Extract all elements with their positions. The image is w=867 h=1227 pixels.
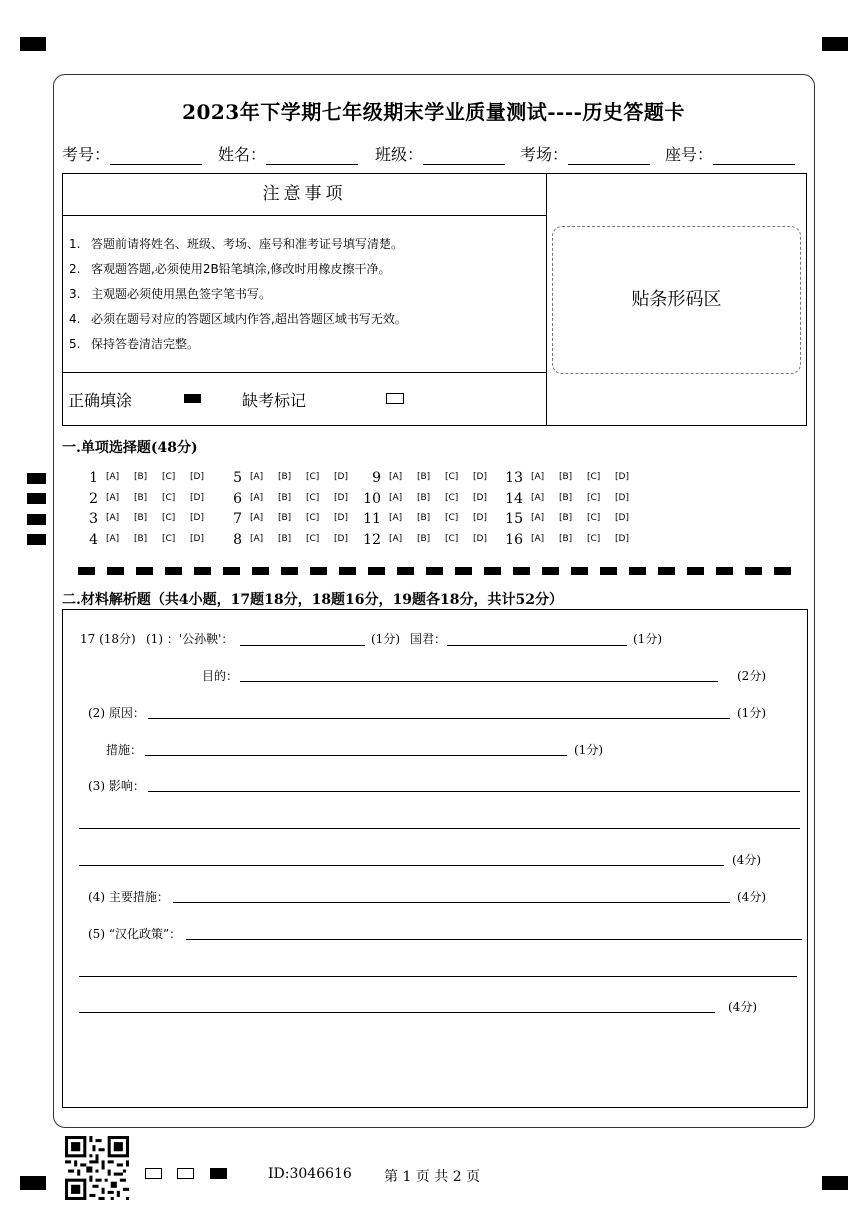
q17-p2-score: (1分) <box>737 706 766 720</box>
answer-bubble-b[interactable]: [B] <box>417 513 431 523</box>
q17-p1-answer-line[interactable] <box>240 645 365 646</box>
answer-bubble-c[interactable]: [C] <box>306 472 320 482</box>
timing-mark <box>27 514 46 525</box>
answer-bubble-d[interactable]: [D] <box>615 513 629 523</box>
answer-bubble-d[interactable]: [D] <box>190 493 204 503</box>
page-marker-box <box>177 1168 194 1179</box>
divider-dash <box>658 567 675 575</box>
answer-bubble-b[interactable]: [B] <box>559 534 573 544</box>
q17-purpose-label: 目的： <box>202 669 239 683</box>
q17-p3-answer-line[interactable] <box>79 865 724 866</box>
divider-dash <box>368 567 385 575</box>
question-number: 8 <box>233 532 242 548</box>
sheet-id: ID:3046616 <box>268 1166 352 1182</box>
question-number: 5 <box>233 470 242 486</box>
answer-bubble-d[interactable]: [D] <box>473 493 487 503</box>
answer-bubble-d[interactable]: [D] <box>190 472 204 482</box>
answer-bubble-c[interactable]: [C] <box>445 493 459 503</box>
answer-bubble-a[interactable]: [A] <box>106 513 120 523</box>
question-number: 15 <box>505 511 523 527</box>
exam-room-field[interactable] <box>520 142 650 165</box>
divider-dash <box>165 567 182 575</box>
answer-bubble-a[interactable]: [A] <box>531 472 545 482</box>
answer-bubble-a[interactable]: [A] <box>531 534 545 544</box>
notice-item: 4. 必须在题号对应的答题区域内作答,超出答题区域书写无效。 <box>69 312 407 326</box>
q17-p5-label: (5) “汉化政策”： <box>88 927 182 941</box>
question-number: 13 <box>505 470 523 486</box>
answer-bubble-c[interactable]: [C] <box>587 513 601 523</box>
answer-bubble-c[interactable]: [C] <box>306 534 320 544</box>
timing-mark <box>27 493 46 504</box>
q17-p1-score1: (1分) <box>371 632 400 646</box>
answer-bubble-b[interactable]: [B] <box>134 513 148 523</box>
q17-p4-label: (4) 主要措施： <box>88 890 169 904</box>
q17-p5-answer-line[interactable] <box>79 1012 715 1013</box>
q17-p3-score: (4分) <box>732 853 761 867</box>
absent-checkbox[interactable] <box>386 393 404 404</box>
answer-bubble-b[interactable]: [B] <box>278 534 292 544</box>
divider-dash <box>484 567 501 575</box>
answer-bubble-d[interactable]: [D] <box>615 534 629 544</box>
notice-panel <box>63 174 547 425</box>
answer-bubble-b[interactable]: [B] <box>134 493 148 503</box>
registration-mark-bottom-left <box>20 1176 46 1190</box>
divider-dash <box>310 567 327 575</box>
divider-dash <box>774 567 791 575</box>
question-number: 9 <box>372 470 381 486</box>
divider-dash <box>571 567 588 575</box>
answer-bubble-c[interactable]: [C] <box>445 534 459 544</box>
answer-bubble-c[interactable]: [C] <box>306 493 320 503</box>
divider-dash <box>194 567 211 575</box>
answer-bubble-c[interactable]: [C] <box>162 513 176 523</box>
answer-bubble-b[interactable]: [B] <box>559 472 573 482</box>
notice-item: 3. 主观题必须使用黑色签字笔书写。 <box>69 287 272 301</box>
q17-p3-answer-line[interactable] <box>148 791 800 792</box>
q17-measures-label: 措施： <box>106 743 143 757</box>
answer-bubble-b[interactable]: [B] <box>278 513 292 523</box>
answer-bubble-a[interactable]: [A] <box>389 493 403 503</box>
qr-code-icon <box>65 1136 129 1200</box>
seat-number-label: 座号： <box>665 145 714 164</box>
answer-bubble-d[interactable]: [D] <box>615 493 629 503</box>
answer-bubble-b[interactable]: [B] <box>278 472 292 482</box>
answer-bubble-d[interactable]: [D] <box>190 534 204 544</box>
answer-bubble-b[interactable]: [B] <box>417 534 431 544</box>
divider-dash <box>136 567 153 575</box>
answer-bubble-d[interactable]: [D] <box>615 472 629 482</box>
answer-bubble-d[interactable]: [D] <box>334 513 348 523</box>
q17-p4-score: (4分) <box>737 890 766 904</box>
registration-mark-top-left <box>20 37 46 51</box>
q17-heading: 17 (18分) <box>80 632 136 646</box>
answer-bubble-a[interactable]: [A] <box>106 534 120 544</box>
notice-box <box>62 173 807 426</box>
answer-bubble-a[interactable]: [A] <box>250 493 264 503</box>
answer-bubble-a[interactable]: [A] <box>250 534 264 544</box>
q17-p5-answer-line[interactable] <box>186 939 802 940</box>
registration-mark-bottom-right <box>822 1176 848 1190</box>
page-marker-box <box>145 1168 162 1179</box>
divider-dash <box>281 567 298 575</box>
q17-purpose-score: (2分) <box>737 669 766 683</box>
q17-measures-answer-line[interactable] <box>145 755 567 756</box>
fill-example-row <box>63 372 546 426</box>
answer-bubble-b[interactable]: [B] <box>417 472 431 482</box>
answer-bubble-c[interactable]: [C] <box>445 513 459 523</box>
page-title: 2023年下学期七年级期末学业质量测试----历史答题卡 <box>182 100 685 124</box>
divider-dash <box>223 567 240 575</box>
answer-bubble-c[interactable]: [C] <box>306 513 320 523</box>
answer-bubble-c[interactable]: [C] <box>162 534 176 544</box>
divider-dash <box>397 567 414 575</box>
q17-p3-answer-line[interactable] <box>79 828 800 829</box>
answer-bubble-a[interactable]: [A] <box>250 472 264 482</box>
divider-dash <box>716 567 733 575</box>
answer-bubble-c[interactable]: [C] <box>587 472 601 482</box>
notice-item: 5. 保持答卷清洁完整。 <box>69 337 200 351</box>
question-number: 11 <box>363 511 381 527</box>
answer-bubble-c[interactable]: [C] <box>445 472 459 482</box>
q17-p1-score2: (1分) <box>633 632 662 646</box>
divider-dash <box>745 567 762 575</box>
answer-bubble-a[interactable]: [A] <box>106 472 120 482</box>
class-label: 班级： <box>375 145 424 164</box>
answer-bubble-d[interactable]: [D] <box>473 472 487 482</box>
answer-bubble-d[interactable]: [D] <box>334 534 348 544</box>
answer-bubble-a[interactable]: [A] <box>531 513 545 523</box>
q17-p5-answer-line[interactable] <box>79 976 797 977</box>
question-number: 4 <box>89 532 98 548</box>
correct-fill-label: 正确填涂 <box>68 391 133 410</box>
answer-bubble-a[interactable]: [A] <box>106 493 120 503</box>
answer-bubble-d[interactable]: [D] <box>334 493 348 503</box>
q17-p4-answer-line[interactable] <box>173 902 730 903</box>
divider-dash <box>78 567 95 575</box>
exam-number-label: 考号： <box>62 145 111 164</box>
name-label: 姓名： <box>218 145 267 164</box>
divider-dash <box>339 567 356 575</box>
question-number: 3 <box>89 511 98 527</box>
question-number: 10 <box>363 491 381 507</box>
answer-bubble-c[interactable]: [C] <box>587 493 601 503</box>
timing-mark <box>27 534 46 545</box>
q17-p3-label: (3) 影响： <box>88 779 145 793</box>
question-number: 16 <box>505 532 523 548</box>
q17-p5-score: (4分) <box>728 1000 757 1014</box>
divider-dash <box>426 567 443 575</box>
question-number: 7 <box>233 511 242 527</box>
divider-dash <box>252 567 269 575</box>
divider-dash <box>513 567 530 575</box>
section2-title: 二.材料解析题（共4小题，17题18分，18题16分，19题各18分，共计52分） <box>62 592 563 608</box>
answer-bubble-a[interactable]: [A] <box>389 534 403 544</box>
question-number: 1 <box>89 470 98 486</box>
answer-bubble-d[interactable]: [D] <box>473 534 487 544</box>
notice-item: 1. 答题前请将姓名、班级、考场、座号和准考证号填写清楚。 <box>69 237 404 251</box>
q17-p1-label: (1) ：'公孙鞅'： <box>146 632 234 646</box>
divider-dash <box>107 567 124 575</box>
answer-bubble-b[interactable]: [B] <box>134 472 148 482</box>
notice-list <box>69 232 407 357</box>
notice-heading: 注意事项 <box>63 174 546 216</box>
answer-bubble-b[interactable]: [B] <box>559 513 573 523</box>
answer-bubble-d[interactable]: [D] <box>334 472 348 482</box>
answer-bubble-d[interactable]: [D] <box>190 513 204 523</box>
answer-bubble-c[interactable]: [C] <box>162 472 176 482</box>
answer-bubble-c[interactable]: [C] <box>587 534 601 544</box>
barcode-area: 贴条形码区 <box>552 226 801 374</box>
q17-p1-answer-line2[interactable] <box>447 645 627 646</box>
q17-p2-answer-line[interactable] <box>148 718 730 719</box>
class-field[interactable] <box>375 142 505 165</box>
answer-bubble-c[interactable]: [C] <box>162 493 176 503</box>
answer-bubble-a[interactable]: [A] <box>531 493 545 503</box>
q17-p2-label: (2) 原因： <box>88 706 145 720</box>
question-number: 14 <box>505 491 523 507</box>
exam-room-label: 考场： <box>520 145 569 164</box>
q17-measures-score: (1分) <box>574 743 603 757</box>
seat-number-field[interactable] <box>665 142 795 165</box>
divider-dash <box>629 567 646 575</box>
timing-mark <box>27 473 46 484</box>
page-marker-filled <box>210 1168 227 1179</box>
q17-purpose-answer-line[interactable] <box>240 681 718 682</box>
divider-dash <box>542 567 559 575</box>
answer-bubble-d[interactable]: [D] <box>473 513 487 523</box>
question-number: 12 <box>363 532 381 548</box>
question-number: 2 <box>89 491 98 507</box>
answer-bubble-b[interactable]: [B] <box>559 493 573 503</box>
answer-bubble-b[interactable]: [B] <box>417 493 431 503</box>
divider-dash <box>600 567 617 575</box>
section1-title: 一.单项选择题(48分) <box>62 440 198 456</box>
divider-dash <box>455 567 472 575</box>
name-field[interactable] <box>218 142 358 165</box>
divider-dash <box>687 567 704 575</box>
question-number: 6 <box>233 491 242 507</box>
student-info-row <box>62 142 822 166</box>
answer-bubble-a[interactable]: [A] <box>389 513 403 523</box>
exam-number-field[interactable] <box>62 142 202 165</box>
registration-mark-top-right <box>822 37 848 51</box>
notice-item: 2. 客观题答题,必须使用2B铅笔填涂,修改时用橡皮擦干净。 <box>69 262 391 276</box>
answer-bubble-a[interactable]: [A] <box>389 472 403 482</box>
answer-bubble-b[interactable]: [B] <box>134 534 148 544</box>
q17-answer-box <box>62 609 808 1108</box>
page-number: 第 1 页 共 2 页 <box>384 1169 481 1185</box>
answer-bubble-a[interactable]: [A] <box>250 513 264 523</box>
answer-bubble-b[interactable]: [B] <box>278 493 292 503</box>
absent-mark-label: 缺考标记 <box>242 391 307 410</box>
filled-mark-example <box>184 394 201 403</box>
q17-p1-label2: 国君： <box>410 632 447 646</box>
